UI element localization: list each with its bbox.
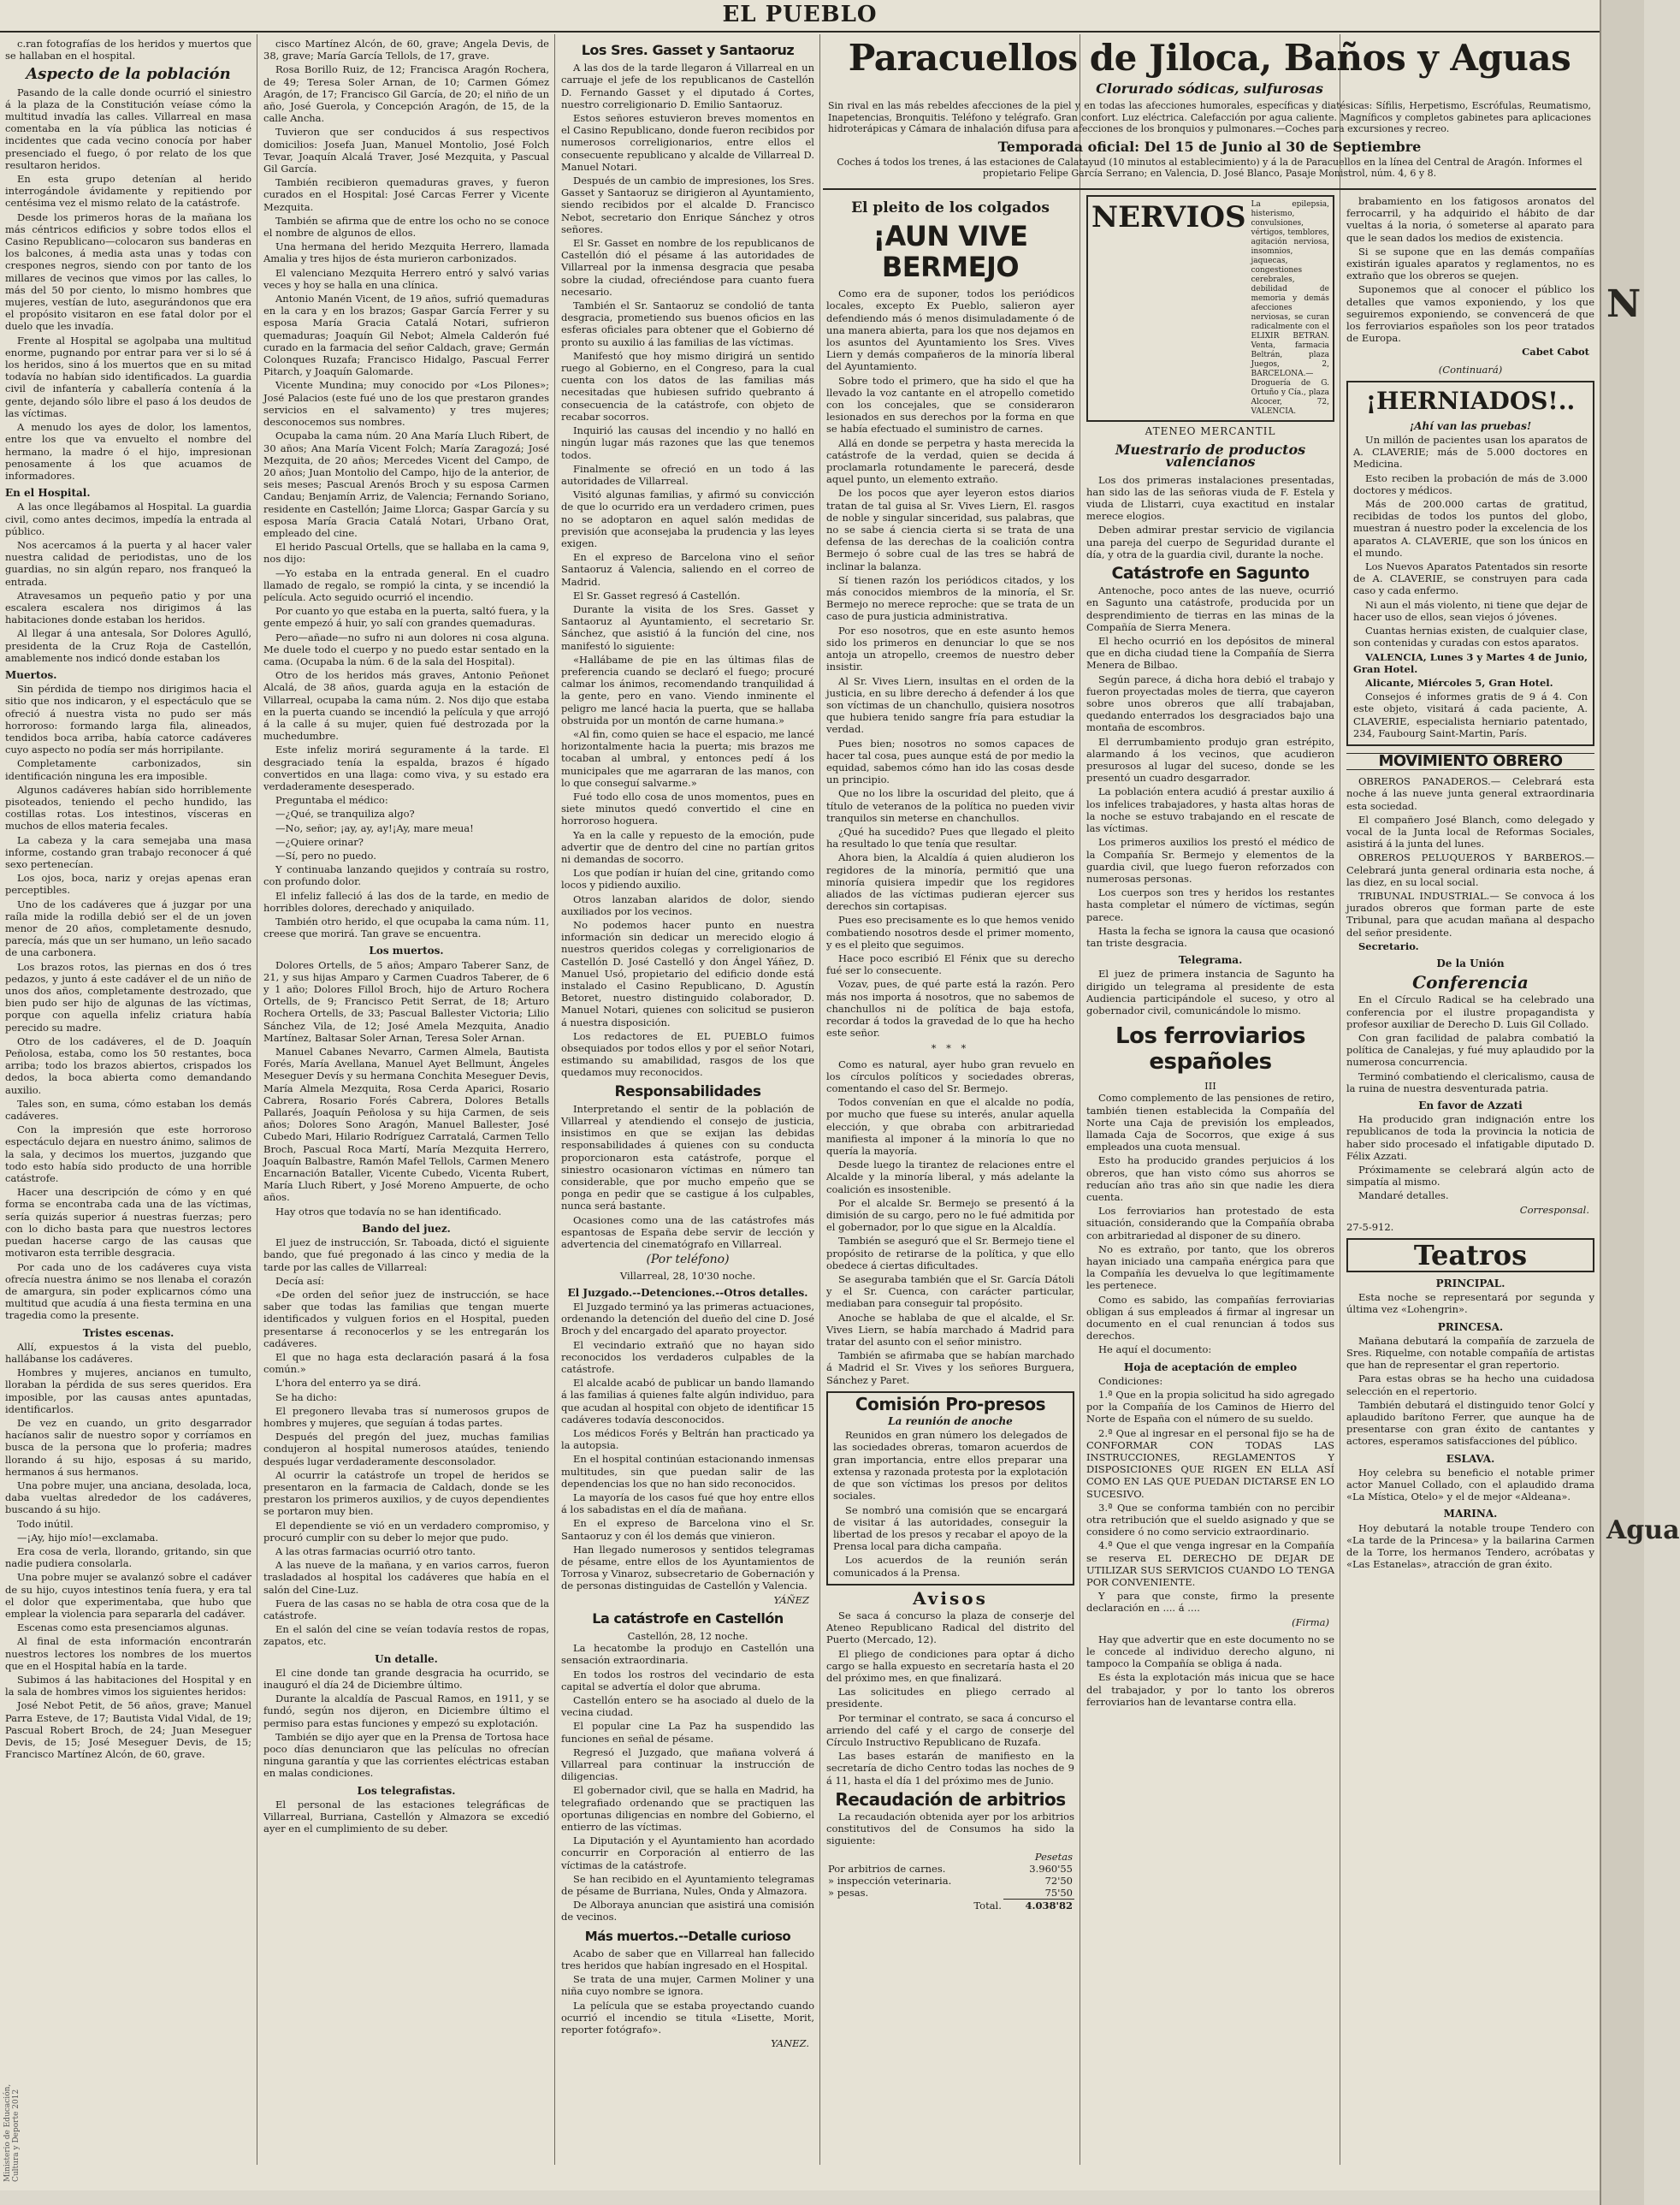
paragraph: También se afirmaba que se habían marchado á Madrid el Sr. Vives y los señores Burguera, Sánchez y Paret.: [826, 1349, 1074, 1386]
ad-nervios-text: La epilepsia, histerismo, convulsiones, vértigos, temblores, agitación nerviosa, insomnios, jaquecas, congestiones cerebrales, debilidad de memoria y demás afecciones nerviosas, se curan radicalmente con el ELIXIR BETRAN. Venta, farmacia Beltrán, plaza Juegos, 2, BARCELONA.—Droguería de G. Ortuño y Cía., plaza Alcocer, 72, VALENCIA.: [1251, 200, 1329, 416]
column-rule: [819, 34, 820, 2165]
subhead: Telegrama.: [1178, 954, 1243, 967]
paragraph: 3.ª Que se conforma también con no percibir otra retribución que el sueldo asignado y que se considere ó no como servicio extraordinario.: [1086, 1501, 1334, 1538]
paragraph: Los brazos rotos, las piernas en dos ó tres pedazos, y junto á este cadáver el de un niño de unos dos años, completamente destrozado, que bien pudo ser hijo de algunas de las víctimas, porque con aquella infeliz criatura había perecido su madre.: [5, 960, 251, 1034]
by-telephone: (Por teléfono): [646, 1253, 730, 1267]
headline-pleito: El pleito de los colgados: [851, 199, 1050, 216]
paragraph: El pliego de condiciones para optar á dicho cargo se halla expuesto en secretaría hasta el 20 del próximo mes, en que finalizará.: [826, 1647, 1074, 1684]
paragraph: Decía así:: [275, 1274, 324, 1287]
paragraph: No es extraño, por tanto, que los obreros hayan iniciado una campaña enérgica para que la Compañía les devuelva lo que legítimamente les pertenece.: [1086, 1242, 1334, 1292]
headline-conferencia: Conferencia: [1412, 972, 1529, 993]
paragraph: Como es sabido, las compañías ferroviarias obligan á sus empleados á firmar al ingresar un documento en el cual renuncian á todos sus derechos.: [1086, 1293, 1334, 1343]
section-label: ATENEO MERCANTIL: [1145, 425, 1276, 437]
paragraph: L'hora del enterro ya se dirá.: [275, 1377, 422, 1390]
paragraph: Terminó combatiendo el clericalismo, causa de la ruina de nuestra desventurada patria.: [1346, 1070, 1594, 1094]
paragraph: Finalmente se ofreció en un todo á las autoridades de Villarreal.: [561, 462, 814, 487]
paragraph: Por el alcalde Sr. Bermejo se presentó á la dimisión de su cargo, pero no le fué admitida por el gobernador, por lo que sigue en la Alcaldía.: [826, 1196, 1074, 1234]
paragraph: Al ocurrir la catástrofe un tropel de heridos se presentaron en la farmacia de Caldach, donde se les prestaron los primeros auxilios, y de cuyos dependientes se portaron muy bien.: [263, 1468, 549, 1518]
table-row: [826, 1875, 1074, 1887]
separator: * * *: [931, 1042, 970, 1055]
paragraph: A las nueve de la mañana, y en varios carros, fueron trasladados al hospital los cadáveres que había en el salón del Cine-Luz.: [263, 1559, 549, 1596]
table-total-row: [826, 1900, 1074, 1912]
column-6: [1346, 195, 1594, 2165]
paragraph: Después del pregón del juez, muchas familias condujeron al hospital numerosos ataúdes, teniendo después lugar verdaderamente desconsolador.: [263, 1431, 549, 1467]
paragraph: El Sr. Gasset en nombre de los republicanos de Castellón dió el pésame á las autoridades de Villarreal por la inmensa desgracia que pesaba sobre la ciudad, ofreciéndose para cuanto fuera necesario.: [561, 237, 814, 298]
paragraph: En el expreso de Barcelona vino el señor Santaoruz á Valencia, saliendo en el correo de Madrid.: [561, 551, 814, 588]
table-cell-label: » pesas.: [828, 1887, 869, 1900]
paragraph: El gobernador civil, que se halla en Madrid, ha telegrafiado ordenando que se practiquen las oportunas diligencias en nombre del Gobierno, el entierro de las víctimas.: [561, 1784, 814, 1834]
paragraph: En el expreso de Barcelona vino el Sr. Santaoruz y con él los demás que vinieron.: [561, 1517, 814, 1542]
paragraph: Una pobre mujer se avalanzó sobre el cadáver de su hijo, cuyos intestinos tenía fuera, y era tal el dolor que experimentaba, que hubo que emplear la violencia para separarla del cadáver.: [5, 1571, 251, 1620]
paragraph: Mañana debutará la compañía de zarzuela de Sres. Riquelme, con notable compañía de artistas que han de representar el gran repertorio.: [1346, 1334, 1594, 1372]
headline-bermejo: ¡AUN VIVE BERMEJO: [873, 220, 1028, 284]
paragraph: Después de un cambio de impresiones, los Sres. Gasset y Santaoruz se dirigieron al Ayuntamiento, siendo recibidos por el alcalde D. Francisco Nebot, secretario don Enrique Sánchez y otros señores.: [561, 175, 814, 235]
subhead: Los telegrafistas.: [357, 1784, 456, 1797]
paragraph: Tales son, en suma, cómo estaban los demás cadáveres.: [5, 1097, 251, 1123]
paragraph: Dolores Ortells, de 5 años; Amparo Taberer Sanz, de 21, y sus hijas Amparo y Carmen Cuadros Taberer, de 6 y 1 año; Dolores Fillol Broch, hijo de Arturo Rochera Ortells, de 9; Francisco Petit Serrat, de 18; Arturo Rochera Ortells, de 33; Pascual Ballester Victoria; Lilio Sánchez Vila, de 12; José Amela Mezquita, Anadio Martínez, Baltasar Soler Arnan, Teresa Soler Arnan.: [263, 958, 549, 1044]
paragraph: Al Sr. Vives Liern, insultas en el orden de la justicia, en su libre derecho á defender á los que son víctimas de un chanchullo, quisiera nosotros que hubiera tenido sangre fría para estudiar la verdad.: [826, 674, 1074, 736]
table-cell-label: Por arbitrios de carnes.: [828, 1862, 946, 1875]
subhead: MARINA.: [1443, 1508, 1498, 1520]
table-cell-value: 75'50: [1003, 1887, 1074, 1900]
paragraph: El valenciano Mezquita Herrero entró y salvó varias veces y hoy se halla en una clínica.: [263, 266, 549, 291]
headline-teatros: Teatros: [1346, 1238, 1594, 1272]
headline-gasset: Los Sres. Gasset y Santaoruz: [581, 42, 795, 58]
paragraph: También otro herido, el que ocupaba la cama núm. 11, creese que morirá. Tan grave se encuentra.: [263, 916, 549, 940]
ad-body: Sin rival en las más rebeldes afecciones de la piel y en todas las afecciones humorales, específicas y diatésicas: Sífilis, Herpetismo, Escrófulas, Reumatismo, Inapetencias, Bronquitis. Teléfono y telégrafo. Gran confort. Luz eléctrica. Calefacción por agua caliente. Magníficos y completos gabinetes para aplicaciones hidroterápicas y Cámara de inhalación difusa para afecciones de los bronquios y pulmonares.—Coches para excursiones y recreo.: [828, 100, 1591, 134]
paragraph: El Sr. Gasset regresó á Castellón.: [573, 589, 741, 602]
paragraph: Deben admirar prestar servicio de vigilancia una pareja del cuerpo de Seguridad durante el día, y otra de la guardia civil, durante la noche.: [1086, 524, 1334, 560]
paragraph: Ahora bien, la Alcaldía á quien aludieron los regidores de la minoría, permitió que una minoría quisiera impedir que los regidores aliados de las víctimas pudieran ejercer sus derechos sin cortapisas.: [826, 851, 1074, 913]
subhead: En favor de Azzati: [1418, 1100, 1523, 1111]
paragraph: Hace poco escribió El Fénix que su derecho fué ser lo consecuente.: [826, 951, 1074, 977]
paragraph: Anoche se hablaba de que el alcalde, el Sr. Vives Liern, se había marchado á Madrid para tratar del asunto con el señor ministro.: [826, 1311, 1074, 1348]
paragraph: El popular cine La Paz ha suspendido las funciones en señal de pésame.: [561, 1720, 814, 1745]
paragraph: No podemos hacer punto en nuestra información sin dedicar un merecido elogio á nuestros queridos colegas y correligionarios de Castellón D. José Castelló y don Ángel Yáñez, D. Manuel Usó, propietario del edificio donde está instalado el Casino Republicano, D. Agustín Betoret, nuestro distinguido colaborador, D. Manuel Notari, quienes con solicitud se pusieron á nuestra disposición.: [561, 919, 814, 1028]
dateline: Villarreal, 28, 10'30 noche.: [619, 1269, 756, 1282]
correspondent: Corresponsal.: [1519, 1203, 1589, 1216]
paragraph: —¿Qué, se tranquiliza algo?: [275, 808, 415, 821]
paragraph: Se aseguraba también que el Sr. García Dátoli y el Sr. Cuenca, con carácter particular, mediaban para conseguir tal propósito.: [826, 1273, 1074, 1310]
ad-subheadline: Clorurado sódicas, sulfurosas: [1096, 80, 1323, 97]
paragraph: A las otras farmacias ocurrió otro tanto.: [275, 1544, 476, 1557]
date-line: 27-5-912.: [1346, 1220, 1394, 1233]
paragraph: Los ferroviarios han protestado de esta situación, considerando que la Compañía obraba con arbitrariedad al disponer de su dinero.: [1086, 1205, 1334, 1242]
column-5: [1086, 195, 1334, 2165]
paragraph: José Nebot Petit, de 56 años, grave; Manuel Parra Esteve, de 17; Bautista Vidal Vidal, de 19; Pascual Robert Broch, de 24; Juan Meseguer Devis, de 15; José Meseguer Devis, de 15; Francisco Martínez Alcón, de 60, grave.: [5, 1699, 251, 1761]
paragraph: Manifestó que hoy mismo dirigirá un sentido ruego al Gobierno, en el Congreso, para la cual cuenta con los datos de las familias más necesitadas que hubiesen sufrido quebranto á consecuencia de la catástrofe, con objeto de recabar socorros.: [561, 349, 814, 423]
paragraph: Por cada uno de los cadáveres cuya vista ofrecía nuestra ánimo se nos llenaba el corazón de amargura, sin poder explicarnos cómo una multitud que acudía á una fiesta termina en una tragedia como la presente.: [5, 1260, 251, 1322]
table-cell-value: 72'50: [1044, 1874, 1073, 1887]
paragraph: Allí, expuestos á la vista del pueblo, hallábanse los cadáveres.: [5, 1340, 251, 1365]
paragraph: Los acuerdos de la reunión serán comunicados á la Prensa.: [833, 1554, 1068, 1579]
paragraph: ¿Qué ha sucedido? Pues que llegado el pleito ha resultado lo que tenía que resultar.: [826, 825, 1074, 851]
paragraph: El cine donde tan grande desgracia ha ocurrido, se inauguró el día 24 de Diciembre último.: [263, 1666, 549, 1691]
paragraph: Regresó el Juzgado, que mañana volverá á Villarreal para continuar la instrucción de diligencias.: [561, 1746, 814, 1783]
paragraph: Si se supone que en las demás compañías existirán iguales aparatos y reglamentos, no es extraño que los obreros se quejen.: [1346, 245, 1594, 282]
paragraph: Hoy celebra su beneficio el notable primer actor Manuel Collado, con el aplaudido drama «La Mística, Otelo» y el de mejor «Aldeana».: [1346, 1466, 1594, 1503]
paragraph: El personal de las estaciones telegráficas de Villarreal, Burriana, Castellón y Almazora se excedió ayer en el cumplimiento de su deber.: [263, 1798, 549, 1835]
paragraph: A menudo los ayes de dolor, los lamentos, entre los que va envuelto el nombre del hermano, la madre ó el hijo, impresionan penosamente á los que acuamos de informadores.: [5, 421, 251, 482]
paragraph: Las bases estarán de manifiesto en la secretaría de dicho Centro todas las noches de 9 á 11, hasta el día 1 del próximo mes de Junio.: [826, 1750, 1074, 1787]
paragraph: brabamiento en los fatigosos aronatos del ferrocarril, y ha adquirido el hábito de dar vueltas á la noria, ó someterse al aparato para que le sean dados los medios de existencia.: [1346, 195, 1594, 244]
paragraph: En el hospital continúan estacionando inmensas multitudes, sin que puedan salir de las dependencias los que no han sido reconocidos.: [561, 1453, 814, 1490]
table-cell-value: 3.960'55: [1029, 1862, 1073, 1875]
paragraph: Suponemos que al conocer el público los detalles que vamos exponiendo, y los que seguiremos exponiendo, se convencerá de que los ferroviarios españoles son los peor tratados de Europa.: [1346, 283, 1594, 345]
paragraph: «De orden del señor juez de instrucción, se hace saber que todas las familias que tengan muerte identificados y vulguen forios en el Hospital, pueden presentarse á reconocerlos y se les entregarán los cadáveres.: [263, 1288, 549, 1349]
paragraph: 2.ª Que al ingresar en el personal fijo se ha de CONFORMAR CON TODAS LAS INSTRUCCIONES, REGLAMENTOS Y DISPOSICIONES QUE RIGEN EN ELLA ASÍ COMO EN LAS QUE PUEDAN DICTARSE EN LO SUCESIVO.: [1086, 1426, 1334, 1500]
paragraph: Según parece, á dicha hora debió el trabajo y fueron proyectadas moles de tierra, que cayeron sobre unos obreros que allí trabajaban, quedando enterrados los desgraciados bajo una montaña de escombros.: [1086, 673, 1334, 734]
paragraph: Se saca á concurso la plaza de conserje del Ateneo Republicano Radical del distrito del Puerto (Mercado, 12).: [826, 1609, 1074, 1646]
paragraph: El herido Pascual Ortells, que se hallaba en la cama 9, nos dijo:: [263, 541, 549, 566]
paragraph: Frente al Hospital se agolpaba una multitud enorme, pugnando por entrar para ver si lo sé á los heridos, sino á los muertos que en su mitad todavía no habían sido identificados. La guardia civil de infantería y caballería contenía á la gente, dejando sólo libre el paso á los deudos de las víctimas.: [5, 334, 251, 419]
paragraph: Se han recibido en el Ayuntamiento telegramas de pésame de Burriana, Nules, Onda y Almazora.: [561, 1872, 814, 1898]
paragraph: Esto reciben la probación de más de 3.000 doctores y médicos.: [1353, 471, 1588, 496]
paragraph: De vez en cuando, un grito desgarrador hacíanos salir de nuestro sopor y corríamos en busca de la persona que lo proferia; madres llorando á su hijo, esposas á su marido, hermanos á sus hermanos.: [5, 1416, 251, 1478]
paragraph: Secretario.: [1358, 939, 1419, 952]
ad-paracuellos: [823, 38, 1596, 190]
edge-letter: N: [1606, 282, 1642, 326]
paragraph: «Hallábame de pie en las últimas filas de preferencia cuando se declaró el fuego; procuré calmar los ánimos, recomendando tranquilidad á la gente, pero en vano. Viendo inminente el peligro me lancé hacia la puerta, que se hallaba obstruida por un montón de carne humana.»: [561, 653, 814, 726]
paragraph: Este infeliz morirá seguramente á la tarde. El desgraciado tenía la espalda, brazos é hígado convertidos en una llaga: como viva, y su estado era verdaderamente desesperado.: [263, 744, 549, 792]
paragraph: Se trata de una mujer, Carmen Moliner y una niña cuyo nombre se ignora.: [561, 1973, 814, 1998]
paragraph: El Juzgado terminó ya las primeras actuaciones, ordenando la detención del dueño del cine D. José Broch y del encargado del aparato proyector.: [561, 1300, 814, 1337]
paragraph: También recibieron quemaduras graves, y fueron curados en el Hospital: José Carcas Ferrer y Vicente Mezquita.: [263, 176, 549, 213]
subhead: De la Unión: [1436, 957, 1505, 969]
paragraph: El juez de primera instancia de Sagunto ha dirigido un telegrama al presidente de esta Audiencia participándole el suceso, y otro al gobernador civil, comunicándole lo mismo.: [1086, 968, 1334, 1017]
paragraph: Manuel Cabanes Nevarro, Carmen Almela, Bautista Forés, María Avellana, Manuel Ayet Bellmunt, Ángeles Meseguer Devís y su hermana Conchita Meseguer Devis, María Almela Mezquita, Rosa Cerda Aparici, Rosario Cabrera, Rosario Forés Cabrera, Dolores Betalls Pallarés, Joaquín Peñolosa y su hija Carmen, de seis años; Dolores Sono Aragón, Manuel Ballester, José Cubedo Mari, Hilario Rodríguez Carratalá, Carmen Tello Broch, Pascual Roca Martí, María Mezquita Herrero, Joaquín Balbastre, Ramón Mafel Tellols, Carmen Menero Encarnación Bataller, Vicente Cubedo, Vicenta Rubert, María Lluch Ribert, y José Moreno Ampuerte, de ocho años.: [263, 1046, 549, 1204]
headline-movimiento-obrero: MOVIMIENTO OBRERO: [1346, 753, 1594, 770]
paragraph: Hoy debutará la notable troupe Tendero con «La tarde de la Princesa» y la bailarina Carmen de la Torre, los hermanos Tendero, acróbatas y «Las Estanelas», atracción de gran éxito.: [1346, 1521, 1594, 1571]
paragraph: El compañero José Blanch, como delegado y vocal de la Junta local de Reformas Sociales, asistirá á la junta del lunes.: [1346, 813, 1594, 851]
paragraph: VALENCIA, Lunes 3 y Martes 4 de Junio, Gran Hotel.: [1353, 650, 1588, 675]
paragraph: El juez de instrucción, Sr. Taboada, dictó el siguiente bando, que fué pregonado á las cinco y media de la tarde por las calles de Villarreal:: [263, 1236, 549, 1273]
paragraph: Mandaré detalles.: [1358, 1189, 1449, 1202]
paragraph: —Sí, pero no puedo.: [275, 850, 376, 862]
subhead: En el Hospital.: [5, 487, 91, 500]
headline-mas-muertos: Más muertos.--Detalle curioso: [584, 1928, 791, 1944]
paragraph: OBREROS PELUQUEROS Y BARBEROS.— Celebrará junta general ordinaria esta noche, á las diez, en su local social.: [1346, 851, 1594, 888]
paragraph: Sí tienen razón los periódicos citados, y los más conocidos miembros de la minoría, el Sr. Bermejo no merece reproche: que se trata de un caso de pura justicia administrativa.: [826, 573, 1074, 623]
paragraph: El vecindario extrañó que no hayan sido reconocidos los verdaderos culpables de la catástrofe.: [561, 1338, 814, 1375]
paragraph: Desde luego la tirantez de relaciones entre el Alcalde y la minoría liberal, y más adelante la coalición es insostenible.: [826, 1159, 1074, 1195]
paragraph: Desde los primeros horas de la mañana los más céntricos edificios y sobre todos ellos el Casino Republicano—colocaron sus banderas en los balcones, á media asta unas y todas con crespones negros, siendo con por tanto de los millares de vecinos que vimos por las calles, lo más del 50 por ciento, lo mismo hombres que mujeres, vestían de luto, asegurándonos que era el propósito visitaron en ese fatal dolor por el duelo que les invadía.: [5, 210, 251, 333]
headline-sagunto: Catástrofe en Sagunto: [1111, 564, 1310, 584]
arbitrios-table: [826, 1851, 1074, 1912]
paragraph: La cabeza y la cara semejaba una masa informe, costando gran trabajo reconocer á qué sexo pertenecían.: [5, 833, 251, 870]
paragraph: También se aseguró que el Sr. Bermejo tiene el propósito de retirarse de la política, y que ello obedece á ciertas dificultades.: [826, 1235, 1074, 1271]
headline-muestrario: Muestrario de productos valencianos: [1115, 442, 1306, 471]
table-row: [826, 1887, 1074, 1900]
ad-herniados: [1346, 381, 1594, 746]
paragraph: El que no haga esta declaración pasará á la fosa común.»: [263, 1350, 549, 1376]
paragraph: Hay que advertir que en este documento no se le concede al individuo derecho alguno, ni tampoco la Compañía se obliga á nada.: [1086, 1633, 1334, 1670]
paragraph: —Yo estaba en la entrada general. En el cuadro llamado de regalo, se rompió la cinta, y se incendió la película. Acto seguido ocurrió el incendio.: [263, 566, 549, 603]
paragraph: Como complemento de las pensiones de retiro, también tienen establecida la Compañía del Norte una Caja de previsión los empleados, llamada Caja de Socorros, que exige á sus empleados una cuota mensual.: [1086, 1092, 1334, 1153]
paragraph: Ocupaba la cama núm. 20 Ana María Lluch Ribert, de 30 años; Ana María Vicent Folch; María Zaragozá; José Mezquita, de 20 años; Mercedes Vicent del Campo, de 20 años; Juan Montolio del Campo, hijo de la anterior, de seis meses; Pascual Arenós Broch y su esposa Carmen Candau; Benjamín Arriz, de Valencia; Fernando Soriano, residente en Castellón; Jaime Llorca; Gaspar García y su esposa María Gracia Catalá Notari, Urbano Orat, empleado del cine.: [263, 430, 549, 539]
subhead: Tristes escenas.: [82, 1326, 175, 1339]
headline-avisos: Avisos: [913, 1587, 988, 1609]
continued-label: (Continuará): [1438, 363, 1503, 376]
paragraph: Visitó algunas familias, y afirmó su convicción de que lo ocurrido era un verdadero crimen, pues no se adoptaron en aquel salón medidas de previsión que aconsejaba la prudencia y las leyes exigen.: [561, 489, 814, 549]
paragraph: Cuantas hernias existen, de cualquier clase, son contenidas y curadas con estos aparatos.: [1353, 625, 1588, 649]
signature: YANEZ.: [771, 2037, 809, 2050]
ad-season: Temporada oficial: Del 15 de Junio al 30 de Septiembre: [997, 138, 1422, 155]
signature: (Firma): [1292, 1615, 1329, 1628]
paragraph: Durante la alcaldía de Pascual Ramos, en 1911, y se fundó, según nos dijeron, en Diciembre último el permiso para estas funciones y empezó su explotación.: [263, 1692, 549, 1729]
paragraph: c.ran fotografías de los heridos y muertos que se hallaban en el hospital.: [5, 38, 251, 62]
paragraph: Se nombró una comisión que se encargará de visitar á las autoridades, conseguir la libertad de los presos y recabar el apoyo de la Prensa local para dicha campaña.: [833, 1503, 1068, 1553]
paragraph: Con gran facilidad de palabra combatió la política de Canalejas, y fué muy aplaudido por la numerosa concurrencia.: [1346, 1031, 1594, 1069]
part-number: III: [1204, 1080, 1216, 1093]
ad-footer: Coches á todos los trenes, á las estaciones de Calatayud (10 minutos al establecimiento) y á la de Paracuellos en la línea del Central de Aragón. Informes el propietario Felipe García Serrano; en Valencia, D. José Blanco, Pasaje Monistrol, núm. 4, 6 y 8.: [837, 156, 1582, 179]
paragraph: Los médicos Forés y Beltrán han practicado ya la autopsia.: [561, 1426, 814, 1452]
headline-herniados: ¡HERNIADOS!..: [1365, 386, 1576, 415]
paragraph: Fuera de las casas no se habla de otra cosa que de la catástrofe.: [263, 1597, 549, 1621]
headline-castellon: La catástrofe en Castellón: [592, 1609, 784, 1627]
paragraph: Antenoche, poco antes de las nueve, ocurrió en Sagunto una catástrofe, producida por un desprendimiento de tierras en las minas de la Compañía de Sierra Menera.: [1086, 584, 1334, 633]
paragraph: Un millón de pacientes usan los aparatos de A. CLAVERIE; más de 5.000 doctores en Medicina.: [1353, 434, 1588, 471]
paragraph: Ya en la calle y repuesto de la emoción, pude advertir que de dentro del cine no partían gritos ni demandas de socorro.: [561, 828, 814, 865]
paragraph: Por cuanto yo que estaba en la puerta, saltó fuera, y la gente empezó á huir, yo salí con grandes quemaduras.: [263, 605, 549, 630]
table-total-label: Total.: [973, 1900, 1002, 1912]
paragraph: Se ha dicho:: [275, 1390, 337, 1403]
paragraph: Subimos á las habitaciones del Hospital y en la sala de hombres vimos los siguientes heridos:: [5, 1674, 251, 1698]
paragraph: Condiciones:: [1098, 1374, 1163, 1387]
paragraph: La Diputación y el Ayuntamiento han acordado concurrir en Corporación al entierro de las víctimas de la catástrofe.: [561, 1835, 814, 1871]
subhead: Bando del juez.: [362, 1222, 451, 1235]
table-total-value: 4.038'82: [1025, 1900, 1073, 1912]
paragraph: Preguntaba el médico:: [275, 794, 388, 807]
paragraph: Rosa Borillo Ruiz, de 12; Francisca Aragón Rochera, de 49; Teresa Soler Arnan, de 10; Carmen Gómez Aragón, de 17; Francisco Gil García, de 20; el niño de un año, José Guerola, y Concepción Aragón, de 15, de la calle Ancha.: [263, 63, 549, 125]
paragraph: La hecatombe la produjo en Castellón una sensación extraordinaria.: [561, 1642, 814, 1667]
column-2: [263, 38, 549, 2165]
column-rule: [554, 34, 555, 2165]
paragraph: Ni aun el más violento, ni tiene que dejar de hacer uso de ellos, sean viejos ó jóvenes.: [1353, 598, 1588, 623]
paragraph: En el salón del cine se veían todavía restos de ropas, zapatos, etc.: [263, 1623, 549, 1648]
paragraph: De los pocos que ayer leyeron estos diarios tratan de tal guisa al Sr. Vives Liern, El. rasgos de noble y singular sinceridad, sus palabras, que no se sabe á ciencia cierta si se trata de una defensa de las derechas de la coalición contra Bermejo ó sobre cual de las tres se habrá de inclinar la balanza.: [826, 487, 1074, 572]
paragraph: Otro de los cadáveres, el de D. Joaquín Peñolosa, estaba, como los 50 restantes, boca arriba; todo los brazos abiertos, crispados los dedos, la boca abierta como demandando auxilio.: [5, 1034, 251, 1096]
paragraph: Pero—añade—no sufro ni aun dolores ni cosa alguna. Me duele todo el cuerpo y no puedo estar sentado en la cama. (Ocupaba la núm. 6 de la sala del Hospital).: [263, 631, 549, 667]
paragraph: cisco Martínez Alcón, de 60, grave; Angela Devis, de 38, grave; María García Tellols, de 17, grave.: [263, 38, 549, 62]
paragraph: El pregonero llevaba tras sí numerosos grupos de hombres y mujeres, que seguían á todas partes.: [263, 1404, 549, 1429]
paragraph: Los redactores de EL PUEBLO fuimos obsequiados por todos ellos y por el señor Notari, estimando su amabilidad, rasgos de los que quedamos muy reconocidos.: [561, 1029, 814, 1079]
paragraph: Los dos primeras instalaciones presentadas, han sido las de las señoras viuda de F. Estela y viuda de Llistarri, cuya exactitud en instalar merece elogios.: [1086, 473, 1334, 523]
paragraph: Los primeros auxilios los prestó el médico de la Compañía Sr. Bermejo y elementos de la guardia civil, que luego fueron reforzados con numerosas personas.: [1086, 836, 1334, 885]
paragraph: Durante la visita de los Sres. Gasset y Santaoruz al Ayuntamiento, el secretario Sr. Sánchez, que asistió á la función del cine, nos manifestó lo siguiente:: [561, 602, 814, 652]
paragraph: Hombres y mujeres, ancianos en tumulto, lloraban la pérdida de sus seres queridos. Era imposible, por las causas antes apuntadas, identificarlos.: [5, 1366, 251, 1415]
paragraph: La recaudación obtenida ayer por los arbitrios constitutivos del de Consumos ha sido la siguiente:: [826, 1810, 1074, 1847]
paragraph: Atravesamos un pequeño patio y por una escalera escalera nos dirigimos á las habitaciones donde estaban los heridos.: [5, 589, 251, 626]
paragraph: —¿Quiere orinar?: [275, 835, 364, 848]
paragraph: La película que se estaba proyectando cuando ocurrió el incendio se titula «Lisette, Morit, reporter fotógrafo».: [561, 1999, 814, 2036]
paragraph: Fué todo ello cosa de unos momentos, pues en siete minutos quedó convertido el cine en horroroso hoguera.: [561, 790, 814, 827]
paragraph: OBREROS PANADEROS.— Celebrará esta noche á las nueve junta general extraordinaria esta sociedad.: [1346, 775, 1594, 812]
subhead: Muertos.: [5, 668, 57, 681]
subhead: PRINCIPAL.: [1435, 1277, 1505, 1290]
paragraph: 4.ª Que el que venga ingresar en la Compañía se reserva EL DERECHO DE DEJAR DE UTILIZAR SUS SERVICIOS CUANDO LO TENGA POR CONVENIENTE.: [1086, 1539, 1334, 1589]
paragraph: Inquirió las causas del incendio y no halló en ningún lugar más razones que las que tenemos todos.: [561, 424, 814, 461]
column-4: [826, 195, 1074, 2165]
paragraph: Es ésta la explotación más inicua que se hace del trabajador, y por lo tanto los obreros ferroviarios han de levantarse contra ella.: [1086, 1671, 1334, 1708]
paragraph: Hacer una descripción de cómo y en qué forma se encontraba cada una de las víctimas, sería quizás superior á nuestras fuerzas; pero con lo dicho basta para que nuestros lectores puedan hacerse cargo de las causas que motivaron esta terrible desgracia.: [5, 1186, 251, 1260]
ad-nervios: [1086, 195, 1334, 422]
paragraph: También se afirma que de entre los ocho no se conoce el nombre de algunos de ellos.: [263, 214, 549, 240]
newspaper-title: EL PUEBLO: [722, 2, 878, 27]
paragraph: Estos señores estuvieron breves momentos en el Casino Republicano, donde fueron recibidos por numerosos correligionarios, entre ellos el consecuente republicano y alcalde de Villarreal D. Manuel Notari.: [561, 112, 814, 173]
archive-credit: Ministerio de Educación, Cultura y Deporte 2012: [3, 2083, 21, 2182]
paragraph: Todos convenían en que el alcalde no podía, por mucho que fuese su interés, anular aquella elección, y que obraba con arbitrariedad manifiesta al imponer á la minoría lo que no quería la mayoría.: [826, 1096, 1074, 1158]
paragraph: La población entera acudió á prestar auxilio á los infelices trabajadores, y hasta altas horas de la noche se estuvo trabajando en el rescate de las víctimas.: [1086, 785, 1334, 835]
paragraph: El derrumbamiento produjo gran estrépito, alarmando á los vecinos, que acudieron presurosos al lugar del suceso, donde se les presentó un cuadro desgarrador.: [1086, 735, 1334, 785]
paragraph: Allá en donde se perpetra y hasta merecida la catástrofe de la verdad, quien se decida á proclamarla rotundamente le parecerá, desde aquel punto, un elemento extraño.: [826, 436, 1074, 486]
paragraph: Era cosa de verla, llorando, gritando, sin que nadie pudiera consolarla.: [5, 1544, 251, 1570]
paragraph: 1.ª Que en la propia solicitud ha sido agregado por la Compañía de los Caminos de Hierro del Norte de España con el número de su sueldo.: [1086, 1389, 1334, 1426]
paragraph: Nos acercamos á la puerta y al hacer valer nuestra calidad de periodistas, uno de los guardias, no sin algún reparo, nos franqueó la entrada.: [5, 538, 251, 588]
paragraph: En todos los rostros del vecindario de esta capital se advertía el dolor que abruma.: [561, 1668, 814, 1692]
table-header-row: [826, 1851, 1074, 1863]
signature: Cabet Cabot: [1522, 346, 1589, 359]
paragraph: Pasando de la calle donde ocurrió el siniestro á la plaza de la Constitución veíase cómo la multitud invadía las calles. Villarreal en masa comentaba en la vía pública las noticias é incidentes que cada vecino conocía por haber presenciado el fuego, ó por relato de los que resultaron heridos.: [5, 86, 251, 171]
paragraph: Completamente carbonizados, sin identificación ninguna les era imposible.: [5, 757, 251, 782]
paragraph: Hay otros que todavía no se han identificado.: [275, 1205, 502, 1218]
adjacent-page-edge: [1600, 0, 1680, 2205]
paragraph: Los Nuevos Aparatos Patentados sin resorte de A. CLAVERIE, se construyen para cada caso y cada enfermo.: [1353, 560, 1588, 597]
paragraph: Otros lanzaban alaridos de dolor, siendo auxiliados por los vecinos.: [561, 892, 814, 917]
paragraph: Ocasiones como una de las catástrofes más espantosas de España debe servir de lección y advertencia del cinematógrafo en Villarreal.: [561, 1213, 814, 1251]
paragraph: Esto ha producido grandes perjuicios á los obreros, que han visto cómo sus ahorros se reducían año tras año sin que nadie les diera cuenta.: [1086, 1154, 1334, 1203]
paragraph: Vozav, pues, de qué parte está la razón. Pero más nos importa á nosotros, que no sabemos de chanchullos ni de política de baja estofa, recordar á todos la gravedad de lo que ha hecho este señor.: [826, 978, 1074, 1040]
paragraph: En el Círculo Radical se ha celebrado una conferencia por el ilustre propagandista y profesor auxiliar de Derecho D. Luis Gil Collado.: [1346, 993, 1594, 1030]
paragraph: El infeliz falleció á las dos de la tarde, en medio de horribles dolores, derechado y aniquilado.: [263, 889, 549, 914]
paragraph: Pues eso precisamente es lo que hemos venido combatiendo nosotros desde el primer momento, y es el pleito que seguimos.: [826, 914, 1074, 951]
edge-letter: Agua: [1606, 1515, 1680, 1545]
paragraph: Castellón entero se ha asociado al duelo de la vecina ciudad.: [561, 1694, 814, 1719]
paragraph: Ha producido gran indignación entre los republicanos de toda la provincia la noticia de haber sido procesado el infatigable diputado D. Félix Azzati.: [1346, 1113, 1594, 1162]
paragraph: A las once llegábamos al Hospital. La guardia civil, como antes decimos, impedía la entrada al público.: [5, 501, 251, 537]
paragraph: Escenas como esta presenciamos algunas.: [17, 1621, 229, 1634]
paragraph: Pues bien; nosotros no somos capaces de hacer tal cosa, pues aunque está de por medio la equidad, sabemos cómo han ido las cosas desde un principio.: [826, 737, 1074, 786]
paragraph: Los ojos, boca, nariz y orejas apenas eran perceptibles.: [5, 872, 251, 897]
paragraph: Como es natural, ayer hubo gran revuelo en los círculos políticos y sociedades obreras, comentando el caso del Sr. Bermejo.: [826, 1058, 1074, 1094]
paragraph: Con la impresión que este horroroso espectáculo dejara en nuestro ánimo, salimos de la sala, y decimos los muertos, juzgando que todo esto había sido producto de una horrible catástrofe.: [5, 1123, 251, 1185]
paragraph: He aquí el documento:: [1098, 1343, 1212, 1356]
paragraph: Y continuaba lanzando quejidos y contraía su rostro, con profundo dolor.: [263, 863, 549, 888]
ad-headline: Paracuellos de Jiloca, Baños y Aguas: [848, 37, 1571, 79]
paragraph: En esta grupo detenían al herido interrogándole ávidamente y repitiendo por centésima vez el mismo relato de la catástrofe.: [5, 173, 251, 210]
subhead: Hoja de aceptación de empleo: [1123, 1360, 1298, 1373]
paragraph: Vicente Mundina; muy conocido por «Los Pilones»; José Palacios (este fué uno de los que prestaron grandes servicios en el salvamento) y tres mujeres; desconocemos sus nombres.: [263, 379, 549, 429]
dateline: Castellón, 28, 12 noche.: [627, 1629, 748, 1642]
paragraph: «Al fin, como quien se hace el espacio, me lancé horizontalmente hacia la puerta; mis brazos me tocaban al umbral, y entonces pedí á los municipales que me agarraran de las manos, con lo que conseguí salvarme.»: [561, 727, 814, 789]
headline-ferroviarios: Los ferroviarios españoles: [1115, 1023, 1305, 1076]
column-3: [561, 38, 814, 2165]
paragraph: Algunos cadáveres habían sido horriblemente pisoteados, teniendo el pecho hundido, las costillas rotas. Los intestinos, vísceras en muchos de ellos materia fecales.: [5, 783, 251, 833]
paragraph: Sobre todo el primero, que ha sido el que ha llevado la voz cantante en el atropello cometido con los concejales, que se consideraron lesionados en sus derechos por la forma en que se había efectuado el suministro de carnes.: [826, 374, 1074, 436]
paragraph: Todo inútil.: [17, 1517, 74, 1530]
paragraph: Que no los libre la oscuridad del pleito, que á título de veteranos de la política no pueden vivir tranquilos sin meterse en chanchullos.: [826, 787, 1074, 824]
paragraph: Al llegar á una antesala, Sor Dolores Agulló, presidenta de la Cruz Roja de Castellón, amablemente nos indicó donde estaban los: [5, 627, 251, 664]
paragraph: Consejos é informes gratis de 9 á 4. Con este objeto, visitará á cada paciente, A. CLAVERIE, especialista herniario patentado, 234, Faubourg Saint-Martin, París.: [1353, 691, 1588, 739]
paragraph: Por eso nosotros, que en este asunto hemos sido los primeros en denunciar lo que se nos antoja un atropello, creemos de nuestro deber insistir.: [826, 624, 1074, 673]
paragraph: —No, señor; ¡ay, ay, ay!¡Ay, mare meua!: [275, 821, 474, 834]
paragraph: Al final de esta información encontrarán nuestros lectores los nombres de los muertos que en el Hospital había en la tarde.: [5, 1635, 251, 1672]
paragraph: Y para que conste, firmo la presente declaración en .... á ....: [1086, 1590, 1334, 1615]
table-cell-label: » inspección veterinaria.: [828, 1874, 952, 1887]
paragraph: Antonio Manén Vicent, de 19 años, sufrió quemaduras en la cara y en los brazos; Gaspar García Ferrer y su esposa María Gracia Catalá Notari, sufrieron quemaduras; Joaquín Gil Nebot; Almela Calderón fué curado en la farmacia del señor Caldach, grave; Germán Colonques Ruzafa; Francisco Hidalgo, Pascual Ferrer Pitarch, y Joaquín Galomarde.: [263, 293, 549, 378]
paragraph: Para estas obras se ha hecho una cuidadosa selección en el repertorio.: [1346, 1372, 1594, 1397]
table-header: Pesetas: [1034, 1850, 1073, 1863]
paragraph: Los que podían ir huían del cine, gritando como locos y pidiendo auxilio.: [561, 867, 814, 892]
subhead: PRINCESA.: [1437, 1320, 1504, 1333]
subhead: Un detalle.: [375, 1652, 438, 1665]
paragraph: Alicante, Miércoles 5, Gran Hotel.: [1365, 676, 1553, 689]
paragraph: La mayoría de los casos fué que hoy entre ellos á los sabadistas en el día de mañana.: [561, 1491, 814, 1516]
paragraph: TRIBUNAL INDUSTRIAL.— Se convoca á los jurados obreros que forman parte de este Tribunal, para que acudan mañana al despacho del señor presidente.: [1346, 889, 1594, 939]
paragraph: Hasta la fecha se ignora la causa que ocasionó tan triste desgracia.: [1086, 924, 1334, 949]
paragraph: El hecho ocurrió en los depósitos de mineral que en dicha ciudad tiene la Compañía de Sierra Menera de Bilbao.: [1086, 635, 1334, 672]
paragraph: De Alboraya anuncian que asistirá una comisión de vecinos.: [561, 1899, 814, 1923]
subhead: ESLAVA.: [1446, 1452, 1495, 1465]
paragraph: Reunidos en gran número los delegados de las sociedades obreras, tomaron acuerdos de gran importancia, entre ellos preparar una extensa y razonada protesta por la explotación de que son víctimas los presos por delitos sociales.: [833, 1429, 1068, 1503]
headline-responsabilidades: Responsabilidades: [614, 1082, 761, 1100]
paragraph: Una hermana del herido Mezquita Herrero, llamada Amalia y tres hijos de ésta murieron carbonizados.: [263, 240, 549, 265]
paragraph: Sin pérdida de tiempo nos dirigimos hacia el sitio que nos indicaron, y el espectáculo que se ofreció á nuestra vista no pudo ser más horroroso: formando larga fila, alineados, tendidos boca arriba, había catorce cadáveres cuyo aspecto no podía ser más horripilante.: [5, 683, 251, 756]
signature: YÁÑEZ: [773, 1593, 809, 1606]
paragraph: También se dijo ayer que en la Prensa de Tortosa hace poco días denunciaron que las películas no ofrecían ninguna garantía y que las corrientes eléctricas estaban en malas condiciones.: [263, 1730, 549, 1780]
subhead: El Juzgado.--Detenciones.--Otros detalles.: [567, 1286, 808, 1299]
paragraph: Interpretando el sentir de la población de Villarreal y atendiendo el consejo de justicia, insistimos en que se exijan las debidas responsabilidades á quienes con su conducta proporcionaron esta catástrofe, porque el siniestro ocasionaron víctimas en número tan considerable, que por mucho empeño que se ponga en pedir que se castigue á los culpables, nunca será bastante.: [561, 1102, 814, 1212]
paragraph: Las solicitudes en pliego cerrado al presidente.: [826, 1686, 1074, 1710]
paragraph: Una pobre mujer, una anciana, desolada, loca, daba vueltas alrededor de los cadáveres, buscando á su hijo.: [5, 1479, 251, 1516]
paragraph: También debutará el distinguido tenor Golcí y aplaudido barítono Ferrer, que aunque ha de presentarse con gran éxito de cantantes y actores, esperamos satisfacciones del público.: [1346, 1398, 1594, 1448]
paragraph: Próximamente se celebrará algún acto de simpatía al mismo.: [1346, 1164, 1594, 1188]
table-row: [826, 1863, 1074, 1875]
headline-aspecto: Aspecto de la población: [26, 65, 231, 84]
paragraph: Esta noche se representará por segunda y última vez «Lohengrin».: [1346, 1291, 1594, 1316]
section-propresos: [826, 1391, 1074, 1586]
paragraph: Acabo de saber que en Villarreal han fallecido tres heridos que habían ingresado en el Hospital.: [561, 1947, 814, 1972]
paragraph: Por terminar el contrato, se saca á concurso el arriendo del café y el cargo de conserje del Círculo Instructivo Republicano de Ruzafa.: [826, 1711, 1074, 1748]
paragraph: Los cuerpos son tres y heridos los restantes hasta completar el número de víctimas, según parece.: [1086, 886, 1334, 923]
paragraph: Han llegado numerosos y sentidos telegramas de pésame, entre ellos de los Ayuntamientos de Torrosa y Vinaroz, subsecretario de Gobernación y de personas distinguidas de Castellón y Valencia.: [561, 1543, 814, 1592]
headline-recaudacion: Recaudación de arbitrios: [835, 1788, 1066, 1810]
ad-nervios-headline: NERVIOS: [1091, 200, 1246, 234]
paragraph: También el Sr. Santaoruz se condolió de tanta desgracia, prometiendo sus buenos oficios en las esferas oficiales para obtener que el Gobierno dé pronto su auxilio á las familias de las víctimas.: [561, 299, 814, 348]
subhead: Los muertos.: [369, 945, 444, 957]
subhead: ¡Ahí van las pruebas!: [1409, 419, 1532, 432]
column-1: [5, 38, 251, 2165]
headline-propresos: Comisión Pro-presos: [855, 1393, 1046, 1414]
paragraph: Otro de los heridos más graves, Antonio Peñonet Alcalá, de 38 años, guarda aguja en la estación de Villarreal, ocupaba la cama núm. 2. Nos dijo que estaba en la puerta cuando se incendió la película y que arrojó á la calle á su mujer, quien fué destrozada por la muchedumbre.: [263, 669, 549, 743]
paragraph: Más de 200.000 cartas de gratitud, recibidas de todos los puntos del globo, muestran á nuestro poder la excelencia de los aparatos A. CLAVERIE, que son los únicos en el mundo.: [1353, 498, 1588, 559]
paragraph: A las dos de la tarde llegaron á Villarreal en un carruaje el jefe de los republicanos de Castellón D. Fernando Gasset y el diputado á Cortes, nuestro correligionario D. Emilio Santaoruz.: [561, 62, 814, 110]
paragraph: El alcalde acabó de publicar un bando llamando á las familias á quienes falte algún individuo, para que acudan al hospital con objeto de identificar 15 cadáveres todavía desconocidos.: [561, 1377, 814, 1426]
paragraph: —¡Ay, hijo mío!—exclamaba.: [17, 1531, 158, 1544]
paragraph: Tuvieron que ser conducidos á sus respectivos domicilios: Josefa Juan, Manuel Montolio, José Folch Tevar, Joaquín Alcalá Traver, José Mezquita, y Pascual Gil García.: [263, 126, 549, 175]
paragraph: El dependiente se vió en un verdadero compromiso, y procuró cumplir con su deber lo mejor que pudo.: [263, 1519, 549, 1544]
paragraph: Como era de suponer, todos los periódicos locales, excepto Ex Pueblo, salieron ayer defendiendo más ó menos disimuladamente ó de una manera abierta, para los que nos dejamos en los asuntos del Ayuntamiento los Sres. Vives Liern y demás compañeros de la minoría liberal del Ayuntamiento.: [826, 287, 1074, 373]
subhead: La reunión de anoche: [888, 1415, 1013, 1428]
paragraph: Uno de los cadáveres que á juzgar por una raíla mide la rodilla debió ser el de un joven menor de 20 años, completamente desnudo, parecía, más que un ser humano, un leño sacado de una carbonera.: [5, 898, 251, 959]
masthead: [0, 0, 1600, 33]
